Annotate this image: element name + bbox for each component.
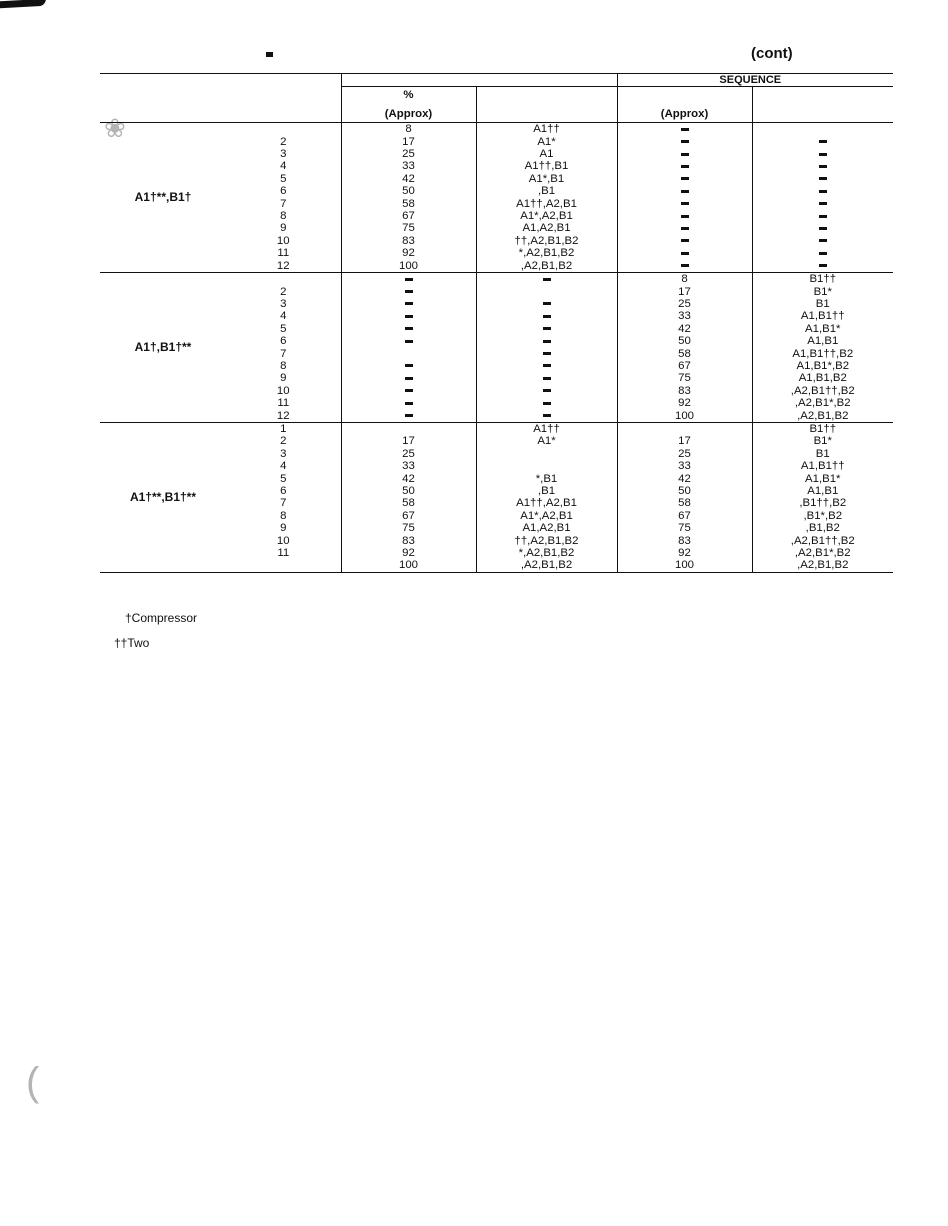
compressors-b-cell: A1,B1	[752, 485, 893, 497]
step-cell: 8	[280, 509, 287, 522]
compressors-a-cell: A1††,A2,B1	[476, 497, 617, 509]
compressors-b-cell: ,B1*,B2	[752, 510, 893, 522]
step-cell: 2	[280, 435, 287, 448]
percent-a-cell: 92	[341, 247, 476, 259]
percent-a-cell: 92	[341, 547, 476, 559]
percent-a-cell	[341, 286, 476, 298]
dash-mark	[405, 377, 413, 380]
compressors-a-cell: A1††,A2,B1	[476, 198, 617, 210]
percent-a-cell	[341, 385, 476, 397]
step-cell: 10	[276, 384, 290, 397]
compressors-a-cell	[476, 348, 617, 360]
step-cell: 7	[280, 347, 287, 360]
compressors-b-cell: ,B1,B2	[752, 522, 893, 534]
percent-a-cell: 100	[341, 260, 476, 273]
compressors-b-cell	[752, 173, 893, 185]
step-cell: 4	[280, 460, 287, 473]
percent-b-cell: 58	[617, 348, 752, 360]
percent-b-cell: 92	[617, 547, 752, 559]
dash-mark	[405, 364, 413, 367]
dash-mark	[681, 128, 689, 131]
percent-a-cell: 50	[341, 485, 476, 497]
compressors-a-cell: A1*,A2,B1	[476, 510, 617, 522]
dash-mark	[543, 389, 551, 392]
compressors-b-cell: A1,B1††	[752, 310, 893, 322]
percent-a-cell: 67	[341, 210, 476, 222]
compressors-a-cell: ,B1	[476, 485, 617, 497]
percent-a-cell	[341, 422, 476, 435]
table-header-top-row	[100, 74, 893, 87]
percent-a-cell: 67	[341, 510, 476, 522]
percent-b-cell: 75	[617, 522, 752, 534]
dash-mark	[681, 227, 689, 230]
percent-a-cell: 58	[341, 497, 476, 509]
dash-mark	[681, 140, 689, 143]
compressors-b-cell	[752, 235, 893, 247]
percent-b-cell: 17	[617, 435, 752, 447]
step-cell	[226, 273, 341, 286]
percent-a-cell: 83	[341, 235, 476, 247]
percent-b-cell: 50	[617, 335, 752, 347]
compressors-b-cell: ,B1††,B2	[752, 497, 893, 509]
step-cell: 12	[276, 259, 290, 272]
compressors-b-cell: A1,B1,B2	[752, 372, 893, 384]
dash-mark	[543, 315, 551, 318]
table-row	[100, 123, 893, 136]
step-cell: 6	[280, 485, 287, 497]
compressors-a-cell: A1*,A2,B1	[476, 210, 617, 222]
compressors-b-cell	[752, 185, 893, 197]
compressors-b-cell: B1	[752, 298, 893, 310]
compressors-b-cell: A1,B1††	[752, 460, 893, 472]
step-cell: 11	[277, 397, 290, 410]
group-label: A1†,B1†**	[100, 273, 226, 423]
compressors-b-cell	[752, 260, 893, 273]
dash-mark	[543, 278, 551, 281]
compressors-a-cell	[476, 360, 617, 372]
compressors-b-cell: ,A2,B1*,B2	[752, 547, 893, 559]
approx-header-a: (Approx)	[341, 102, 476, 123]
percent-b-cell: 17	[617, 286, 752, 298]
dash-mark	[819, 264, 827, 267]
step-cell: 2	[280, 285, 287, 298]
dash-mark	[405, 414, 413, 417]
compressors-a-cell: ,A2,B1,B2	[476, 559, 617, 572]
step-cell: 5	[280, 172, 287, 185]
step-cell: 10	[276, 234, 290, 247]
percent-a-cell	[341, 298, 476, 310]
percent-b-cell	[617, 222, 752, 234]
percent-a-cell: 17	[341, 435, 476, 447]
percent-a-cell	[341, 410, 476, 423]
compressors-b-cell	[752, 148, 893, 160]
compressors-a-cell: *,B1	[476, 473, 617, 485]
compressors-a-cell: A1*	[476, 435, 617, 447]
dash-mark	[819, 140, 827, 143]
percent-b-cell	[617, 422, 752, 435]
dash-mark	[819, 177, 827, 180]
step-cell: 3	[280, 297, 287, 310]
dash-mark	[543, 352, 551, 355]
percent-b-cell	[617, 136, 752, 148]
capacity-sequence-table	[100, 73, 893, 573]
percent-b-cell: 67	[617, 360, 752, 372]
percent-a-cell: 25	[341, 148, 476, 160]
percent-b-cell	[617, 185, 752, 197]
step-cell: 9	[280, 372, 287, 385]
compressors-a-cell: A1*,B1	[476, 173, 617, 185]
compressors-a-cell: *,A2,B1,B2	[476, 247, 617, 259]
percent-a-cell	[341, 397, 476, 409]
percent-a-cell	[341, 360, 476, 372]
compressors-b-cell	[752, 198, 893, 210]
compressors-a-cell	[476, 397, 617, 409]
table-row	[100, 273, 893, 286]
step-cell: 9	[280, 222, 287, 235]
compressors-a-cell	[476, 385, 617, 397]
compressors-b-cell: A1,B1††,B2	[752, 348, 893, 360]
dash-mark	[681, 177, 689, 180]
percent-a-cell: 50	[341, 185, 476, 197]
percent-a-cell: 33	[341, 160, 476, 172]
dash-mark	[819, 227, 827, 230]
step-cell: 5	[280, 472, 287, 485]
sequence-a-header	[341, 74, 617, 87]
percent-b-cell: 83	[617, 535, 752, 547]
compressors-a-cell: A1††,B1	[476, 160, 617, 172]
compressors-a-cell	[476, 410, 617, 423]
percent-b-cell	[617, 235, 752, 247]
dash-mark	[405, 290, 413, 293]
compressors-b-cell: A1,B1*	[752, 473, 893, 485]
compressors-a-cell	[476, 310, 617, 322]
dash-mark	[819, 239, 827, 242]
compressors-b-cell: B1*	[752, 435, 893, 447]
percent-a-cell: 25	[341, 448, 476, 460]
percent-a-cell: 17	[341, 136, 476, 148]
percent-a-cell: 83	[341, 535, 476, 547]
compressors-b-cell	[752, 160, 893, 172]
step-cell: 7	[280, 497, 287, 510]
compressors-a-cell	[476, 323, 617, 335]
dash-mark	[543, 402, 551, 405]
dash-mark	[681, 190, 689, 193]
step-cell: 8	[280, 359, 287, 372]
dash-mark	[681, 239, 689, 242]
continued-label: (cont)	[751, 45, 793, 62]
sequence-b-header: SEQUENCE	[617, 74, 893, 87]
compressors-b-cell: A1,B1	[752, 335, 893, 347]
dash-mark	[405, 302, 413, 305]
dash-mark	[819, 165, 827, 168]
compressors-a-cell	[476, 372, 617, 384]
scan-corner-mark	[0, 0, 46, 8]
compressors-b-cell: ,A2,B1*,B2	[752, 397, 893, 409]
percent-b-cell	[617, 123, 752, 136]
footnote-two: ††Two	[114, 636, 150, 650]
compressors-a-cell: ††,A2,B1,B2	[476, 535, 617, 547]
dash-mark	[819, 252, 827, 255]
percent-b-cell	[617, 173, 752, 185]
table-header-approx-row	[100, 102, 893, 123]
dash-mark	[819, 190, 827, 193]
dash-mark	[543, 340, 551, 343]
table-row	[100, 422, 893, 435]
percent-a-cell: 100	[341, 559, 476, 572]
scan-blot-mark: ❀	[104, 113, 126, 143]
footnote-compressor: †Compressor	[125, 611, 198, 625]
compressors-b-cell	[752, 222, 893, 234]
step-cell: 8	[280, 210, 287, 223]
percent-a-cell: 33	[341, 460, 476, 472]
percent-a-cell	[341, 310, 476, 322]
compressors-b-cell: ,A2,B1,B2	[752, 410, 893, 423]
percent-b-cell: 25	[617, 298, 752, 310]
group-label: A1†**,B1†**	[100, 422, 226, 572]
percent-b-cell: 58	[617, 497, 752, 509]
dash-mark	[681, 252, 689, 255]
percent-b-cell: 42	[617, 323, 752, 335]
page-header	[100, 45, 893, 67]
step-cell: 12	[276, 409, 290, 422]
percent-b-cell: 83	[617, 385, 752, 397]
percent-a-cell: 58	[341, 198, 476, 210]
header-dash-mark	[266, 52, 273, 57]
compressors-a-cell	[476, 335, 617, 347]
compressors-b-cell: A1,B1*	[752, 323, 893, 335]
percent-b-cell: 33	[617, 310, 752, 322]
dash-mark	[405, 389, 413, 392]
percent-b-cell: 42	[617, 473, 752, 485]
dash-mark	[681, 202, 689, 205]
percent-header: %	[341, 87, 476, 102]
percent-b-cell: 50	[617, 485, 752, 497]
percent-a-cell: 8	[341, 123, 476, 136]
percent-b-cell: 25	[617, 448, 752, 460]
dash-mark	[819, 215, 827, 218]
group-label: A1†**,B1†	[100, 123, 226, 273]
step-cell: 2	[280, 135, 287, 148]
compressors-a-cell	[476, 273, 617, 286]
step-cell: 9	[280, 522, 287, 535]
compressors-b-cell	[752, 136, 893, 148]
percent-a-cell	[341, 372, 476, 384]
compressors-a-cell: ,A2,B1,B2	[476, 260, 617, 273]
percent-b-cell	[617, 210, 752, 222]
compressors-b-cell: ,A2,B1,B2	[752, 559, 893, 572]
compressors-a-cell: A1	[476, 148, 617, 160]
step-cell: 3	[280, 447, 287, 460]
dash-mark	[819, 202, 827, 205]
percent-a-cell: 75	[341, 222, 476, 234]
percent-b-cell	[617, 260, 752, 273]
step-cell: 4	[280, 310, 287, 323]
dash-mark	[405, 315, 413, 318]
dash-mark	[405, 402, 413, 405]
dash-mark	[681, 165, 689, 168]
percent-b-cell: 67	[617, 510, 752, 522]
table-header-percent-row	[100, 87, 893, 102]
percent-b-cell	[617, 148, 752, 160]
compressors-b-cell: B1††	[752, 273, 893, 286]
compressors-a-cell: A1*	[476, 136, 617, 148]
percent-b-cell	[617, 198, 752, 210]
percent-b-cell: 8	[617, 273, 752, 286]
percent-a-cell: 42	[341, 473, 476, 485]
step-cell: 11	[277, 247, 290, 260]
step-cell: 5	[280, 322, 287, 335]
percent-a-cell	[341, 335, 476, 347]
compressors-a-cell	[476, 448, 617, 460]
dash-mark	[819, 153, 827, 156]
compressors-b-cell: ,A2,B1††,B2	[752, 535, 893, 547]
compressors-a-cell: A1††	[476, 123, 617, 136]
dash-mark	[405, 327, 413, 330]
compressors-b-cell	[752, 210, 893, 222]
percent-b-cell: 92	[617, 397, 752, 409]
compressors-a-cell	[476, 460, 617, 472]
step-cell: 10	[276, 534, 290, 547]
compressors-b-cell: A1,B1*,B2	[752, 360, 893, 372]
dash-mark	[543, 377, 551, 380]
dash-mark	[543, 364, 551, 367]
compressors-b-cell	[752, 123, 893, 136]
step-cell	[226, 123, 341, 136]
percent-b-cell: 100	[617, 559, 752, 572]
dash-mark	[543, 302, 551, 305]
dash-mark	[681, 264, 689, 267]
dash-mark	[543, 414, 551, 417]
dash-mark	[405, 278, 413, 281]
step-cell: 11	[277, 547, 290, 560]
dash-mark	[681, 153, 689, 156]
compressors-b-cell: B1	[752, 448, 893, 460]
compressors-b-cell: B1*	[752, 286, 893, 298]
dash-mark	[405, 340, 413, 343]
percent-b-cell: 75	[617, 372, 752, 384]
step-cell	[226, 559, 341, 572]
step-cell: 4	[280, 160, 287, 173]
step-cell: 1	[226, 422, 341, 435]
percent-a-cell: 42	[341, 173, 476, 185]
compressors-a-cell: ,B1	[476, 185, 617, 197]
step-cell: 6	[280, 185, 287, 198]
percent-b-cell	[617, 247, 752, 259]
percent-a-cell: 75	[341, 522, 476, 534]
compressors-a-cell: A1,A2,B1	[476, 522, 617, 534]
step-cell: 6	[280, 335, 287, 348]
compressors-a-cell: *,A2,B1,B2	[476, 547, 617, 559]
compressors-a-cell: A1††	[476, 422, 617, 435]
table-bottom-rule	[100, 572, 893, 573]
dash-mark	[681, 215, 689, 218]
percent-b-cell: 33	[617, 460, 752, 472]
compressors-b-cell: B1††	[752, 422, 893, 435]
compressors-b-cell: ,A2,B1††,B2	[752, 385, 893, 397]
step-cell: 3	[280, 148, 287, 161]
compressors-a-cell	[476, 286, 617, 298]
approx-header-b: (Approx)	[617, 102, 752, 123]
percent-a-cell	[341, 323, 476, 335]
percent-a-cell	[341, 348, 476, 360]
percent-a-cell	[341, 273, 476, 286]
percent-b-cell	[617, 160, 752, 172]
dash-mark	[543, 327, 551, 330]
compressors-a-cell: ††,A2,B1,B2	[476, 235, 617, 247]
scan-smudge-mark: (	[26, 1060, 40, 1104]
compressors-a-cell: A1,A2,B1	[476, 222, 617, 234]
compressors-b-cell	[752, 247, 893, 259]
percent-b-cell: 100	[617, 410, 752, 423]
step-cell: 7	[280, 197, 287, 210]
compressors-a-cell	[476, 298, 617, 310]
